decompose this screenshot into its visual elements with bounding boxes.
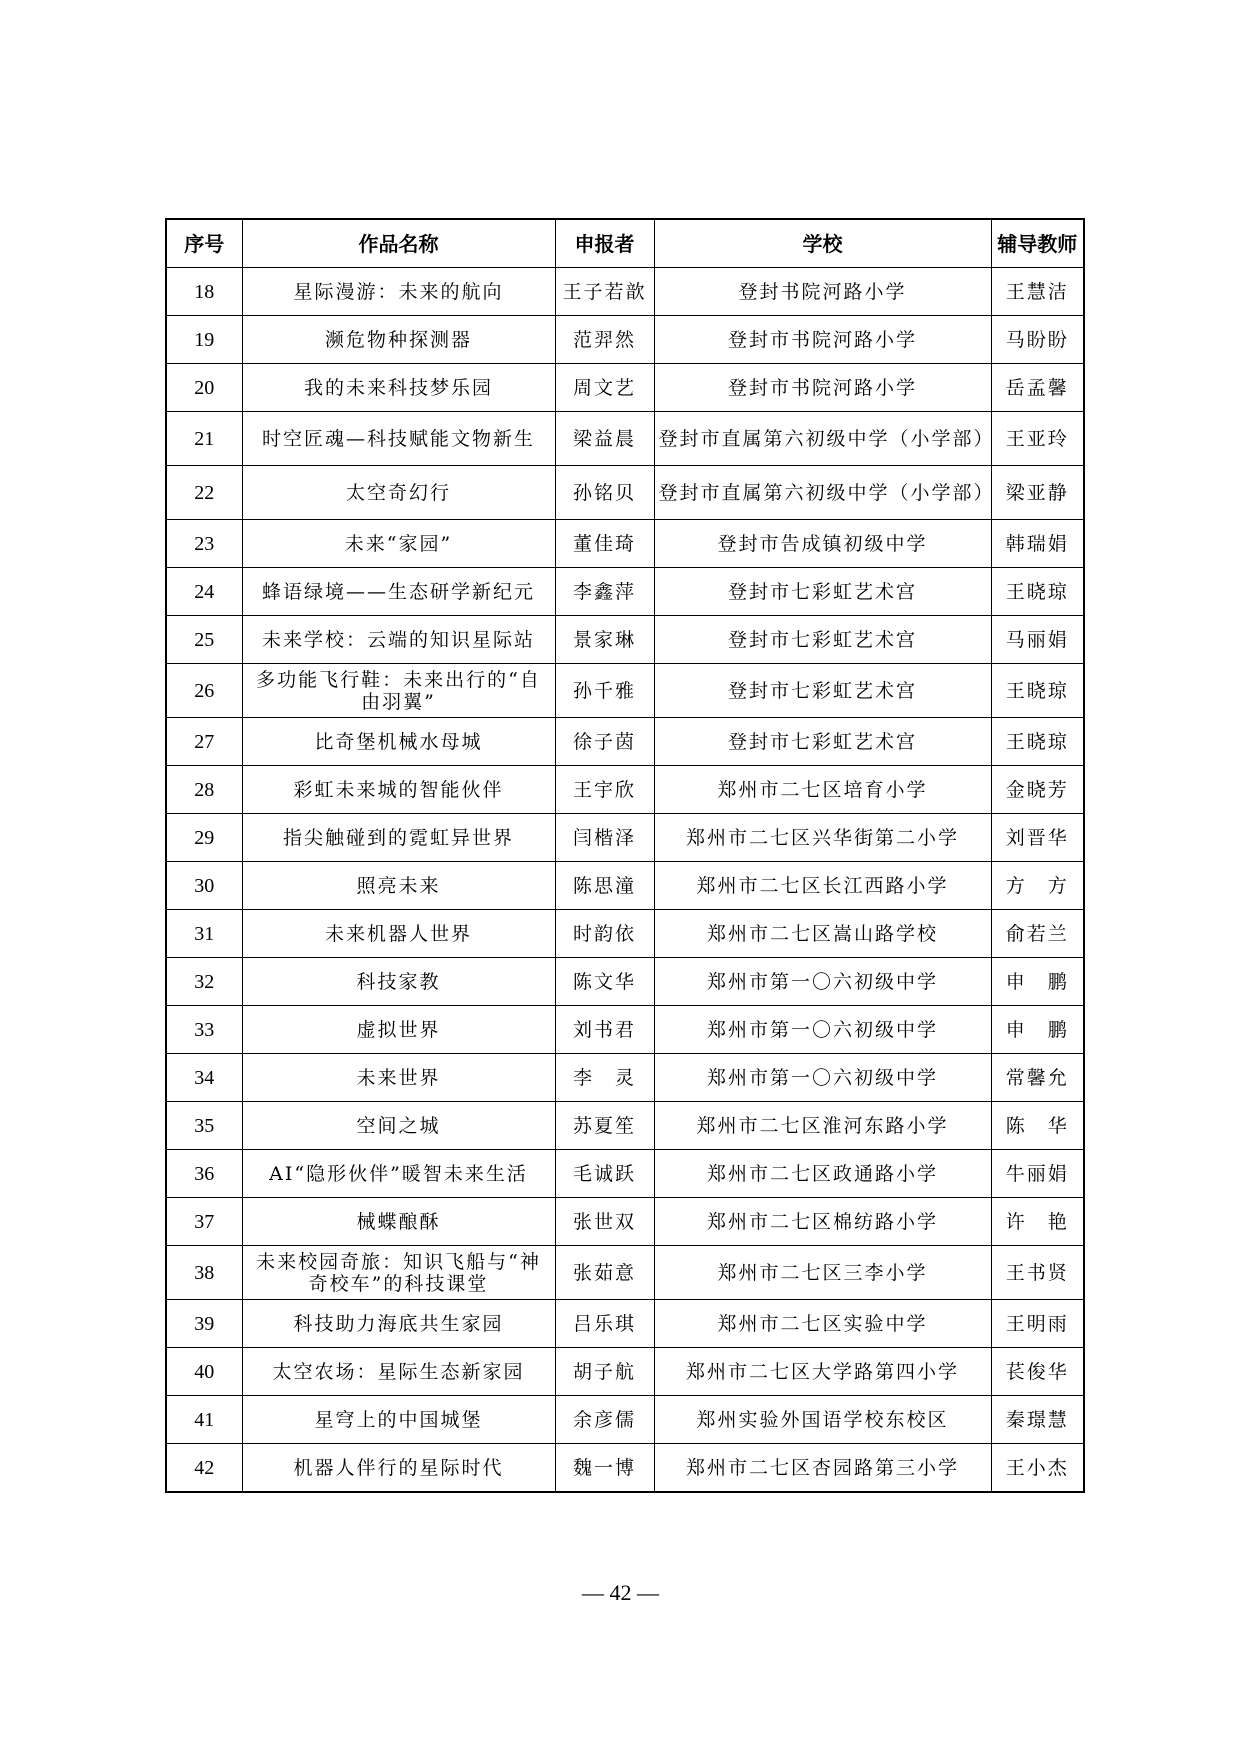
cell-teacher: 王小杰: [991, 1444, 1084, 1493]
cell-school: 郑州市二七区政通路小学: [654, 1150, 991, 1198]
table-row: [166, 316, 1084, 364]
cell-index: 35: [166, 1102, 242, 1150]
cell-work-title: 我的未来科技梦乐园: [242, 364, 555, 412]
cell-teacher: 申 鹏: [991, 958, 1084, 1006]
cell-applicant: 余彦儒: [555, 1396, 654, 1444]
cell-applicant: 张茹意: [555, 1246, 654, 1300]
cell-work-title: 未来校园奇旅：知识飞船与“神奇校车”的科技课堂: [242, 1246, 555, 1300]
cell-applicant: 魏一博: [555, 1444, 654, 1493]
cell-applicant: 闫楷泽: [555, 814, 654, 862]
header-school: 学校: [654, 219, 991, 268]
cell-index: 23: [166, 520, 242, 568]
cell-teacher: 王慧洁: [991, 268, 1084, 316]
cell-applicant: 孙千雅: [555, 664, 654, 718]
page-number: — 42 —: [582, 1580, 659, 1605]
table-row: [166, 412, 1084, 466]
cell-applicant: 景家琳: [555, 616, 654, 664]
cell-applicant: 吕乐琪: [555, 1300, 654, 1348]
cell-school: 郑州市二七区三李小学: [654, 1246, 991, 1300]
cell-teacher: 牛丽娟: [991, 1150, 1084, 1198]
cell-work-title: 机器人伴行的星际时代: [242, 1444, 555, 1493]
table-header-row: [166, 219, 1084, 268]
cell-work-title: 太空农场：星际生态新家园: [242, 1348, 555, 1396]
cell-teacher: 王晓琼: [991, 718, 1084, 766]
cell-teacher: 申 鹏: [991, 1006, 1084, 1054]
cell-applicant: 时韵依: [555, 910, 654, 958]
cell-work-title: 星穹上的中国城堡: [242, 1396, 555, 1444]
table-row: [166, 814, 1084, 862]
cell-teacher: 苌俊华: [991, 1348, 1084, 1396]
cell-teacher: 俞若兰: [991, 910, 1084, 958]
cell-index: 20: [166, 364, 242, 412]
cell-index: 37: [166, 1198, 242, 1246]
cell-school: 郑州市二七区棉纺路小学: [654, 1198, 991, 1246]
cell-school: 郑州市二七区淮河东路小学: [654, 1102, 991, 1150]
cell-school: 郑州市二七区培育小学: [654, 766, 991, 814]
awards-table: [165, 218, 1085, 1493]
table-row: [166, 766, 1084, 814]
cell-index: 30: [166, 862, 242, 910]
cell-applicant: 毛诚跃: [555, 1150, 654, 1198]
header-teacher: 辅导教师: [991, 219, 1084, 268]
cell-index: 29: [166, 814, 242, 862]
cell-teacher: 陈 华: [991, 1102, 1084, 1150]
table-row: [166, 958, 1084, 1006]
cell-work-title: 星际漫游：未来的航向: [242, 268, 555, 316]
cell-index: 19: [166, 316, 242, 364]
table-row: [166, 862, 1084, 910]
table-row: [166, 466, 1084, 520]
cell-applicant: 范羿然: [555, 316, 654, 364]
header-work-title: 作品名称: [242, 219, 555, 268]
cell-school: 郑州市第一〇六初级中学: [654, 958, 991, 1006]
cell-applicant: 陈文华: [555, 958, 654, 1006]
table-row: [166, 1006, 1084, 1054]
cell-teacher: 马丽娟: [991, 616, 1084, 664]
cell-applicant: 董佳琦: [555, 520, 654, 568]
cell-index: 26: [166, 664, 242, 718]
table-row: [166, 268, 1084, 316]
table-row: [166, 568, 1084, 616]
cell-work-title: 未来学校：云端的知识星际站: [242, 616, 555, 664]
cell-index: 38: [166, 1246, 242, 1300]
cell-teacher: 常馨允: [991, 1054, 1084, 1102]
cell-work-title: 未来“家园”: [242, 520, 555, 568]
cell-work-title: 未来世界: [242, 1054, 555, 1102]
cell-applicant: 周文艺: [555, 364, 654, 412]
cell-applicant: 李鑫萍: [555, 568, 654, 616]
cell-index: 42: [166, 1444, 242, 1493]
cell-school: 登封市告成镇初级中学: [654, 520, 991, 568]
cell-index: 25: [166, 616, 242, 664]
cell-applicant: 张世双: [555, 1198, 654, 1246]
table-body: [166, 268, 1084, 1493]
cell-work-title: 比奇堡机械水母城: [242, 718, 555, 766]
cell-school: 登封市七彩虹艺术宫: [654, 616, 991, 664]
table-row: [166, 1396, 1084, 1444]
cell-index: 33: [166, 1006, 242, 1054]
cell-work-title: AI“隐形伙伴”暖智未来生活: [242, 1150, 555, 1198]
cell-work-title: 械蝶酿酥: [242, 1198, 555, 1246]
cell-school: 郑州市第一〇六初级中学: [654, 1054, 991, 1102]
cell-teacher: 秦璟慧: [991, 1396, 1084, 1444]
cell-index: 36: [166, 1150, 242, 1198]
cell-teacher: 刘晋华: [991, 814, 1084, 862]
cell-index: 40: [166, 1348, 242, 1396]
cell-applicant: 刘书君: [555, 1006, 654, 1054]
cell-work-title: 蜂语绿境——生态研学新纪元: [242, 568, 555, 616]
cell-index: 27: [166, 718, 242, 766]
cell-school: 郑州市第一〇六初级中学: [654, 1006, 991, 1054]
cell-school: 郑州市二七区兴华街第二小学: [654, 814, 991, 862]
cell-applicant: 胡子航: [555, 1348, 654, 1396]
cell-work-title: 多功能飞行鞋：未来出行的“自由羽翼”: [242, 664, 555, 718]
table-row: [166, 364, 1084, 412]
cell-index: 31: [166, 910, 242, 958]
cell-work-title: 照亮未来: [242, 862, 555, 910]
table-row: [166, 1150, 1084, 1198]
cell-teacher: 许 艳: [991, 1198, 1084, 1246]
table-row: [166, 1198, 1084, 1246]
header-applicant: 申报者: [555, 219, 654, 268]
cell-index: 39: [166, 1300, 242, 1348]
cell-applicant: 孙铭贝: [555, 466, 654, 520]
cell-index: 28: [166, 766, 242, 814]
cell-school: 登封市书院河路小学: [654, 364, 991, 412]
cell-work-title: 指尖触碰到的霓虹异世界: [242, 814, 555, 862]
cell-work-title: 虚拟世界: [242, 1006, 555, 1054]
cell-teacher: 王晓琼: [991, 568, 1084, 616]
cell-school: 郑州实验外国语学校东校区: [654, 1396, 991, 1444]
cell-teacher: 韩瑞娟: [991, 520, 1084, 568]
cell-school: 登封市直属第六初级中学（小学部）: [654, 466, 991, 520]
cell-school: 郑州市二七区长江西路小学: [654, 862, 991, 910]
table-row: [166, 616, 1084, 664]
cell-teacher: 金晓芳: [991, 766, 1084, 814]
cell-work-title: 时空匠魂—科技赋能文物新生: [242, 412, 555, 466]
cell-teacher: 马盼盼: [991, 316, 1084, 364]
cell-school: 登封书院河路小学: [654, 268, 991, 316]
table-row: [166, 910, 1084, 958]
cell-teacher: 岳孟馨: [991, 364, 1084, 412]
table-row: [166, 520, 1084, 568]
cell-applicant: 徐子茵: [555, 718, 654, 766]
cell-applicant: 王子若歆: [555, 268, 654, 316]
cell-school: 登封市七彩虹艺术宫: [654, 664, 991, 718]
cell-work-title: 濒危物种探测器: [242, 316, 555, 364]
cell-school: 登封市直属第六初级中学（小学部）: [654, 412, 991, 466]
cell-index: 34: [166, 1054, 242, 1102]
cell-work-title: 未来机器人世界: [242, 910, 555, 958]
cell-school: 郑州市二七区实验中学: [654, 1300, 991, 1348]
cell-applicant: 梁益晨: [555, 412, 654, 466]
cell-applicant: 苏夏笙: [555, 1102, 654, 1150]
cell-teacher: 王晓琼: [991, 664, 1084, 718]
cell-index: 18: [166, 268, 242, 316]
cell-applicant: 陈思潼: [555, 862, 654, 910]
cell-school: 登封市书院河路小学: [654, 316, 991, 364]
table-row: [166, 1348, 1084, 1396]
cell-teacher: 王明雨: [991, 1300, 1084, 1348]
table-row: [166, 1054, 1084, 1102]
cell-work-title: 空间之城: [242, 1102, 555, 1150]
cell-school: 登封市七彩虹艺术宫: [654, 718, 991, 766]
table-row: [166, 718, 1084, 766]
cell-index: 41: [166, 1396, 242, 1444]
cell-teacher: 王亚玲: [991, 412, 1084, 466]
table-row: [166, 1300, 1084, 1348]
cell-school: 登封市七彩虹艺术宫: [654, 568, 991, 616]
cell-work-title: 彩虹未来城的智能伙伴: [242, 766, 555, 814]
cell-applicant: 李 灵: [555, 1054, 654, 1102]
cell-work-title: 太空奇幻行: [242, 466, 555, 520]
cell-work-title: 科技助力海底共生家园: [242, 1300, 555, 1348]
table-row: [166, 1246, 1084, 1300]
cell-teacher: 梁亚静: [991, 466, 1084, 520]
cell-teacher: 方 方: [991, 862, 1084, 910]
cell-applicant: 王宇欣: [555, 766, 654, 814]
cell-index: 24: [166, 568, 242, 616]
table-row: [166, 1102, 1084, 1150]
cell-index: 22: [166, 466, 242, 520]
cell-school: 郑州市二七区杏园路第三小学: [654, 1444, 991, 1493]
cell-school: 郑州市二七区大学路第四小学: [654, 1348, 991, 1396]
header-index: 序号: [166, 219, 242, 268]
cell-teacher: 王书贤: [991, 1246, 1084, 1300]
cell-index: 32: [166, 958, 242, 1006]
cell-index: 21: [166, 412, 242, 466]
table-row: [166, 664, 1084, 718]
cell-work-title: 科技家教: [242, 958, 555, 1006]
table-row: [166, 1444, 1084, 1493]
cell-school: 郑州市二七区嵩山路学校: [654, 910, 991, 958]
